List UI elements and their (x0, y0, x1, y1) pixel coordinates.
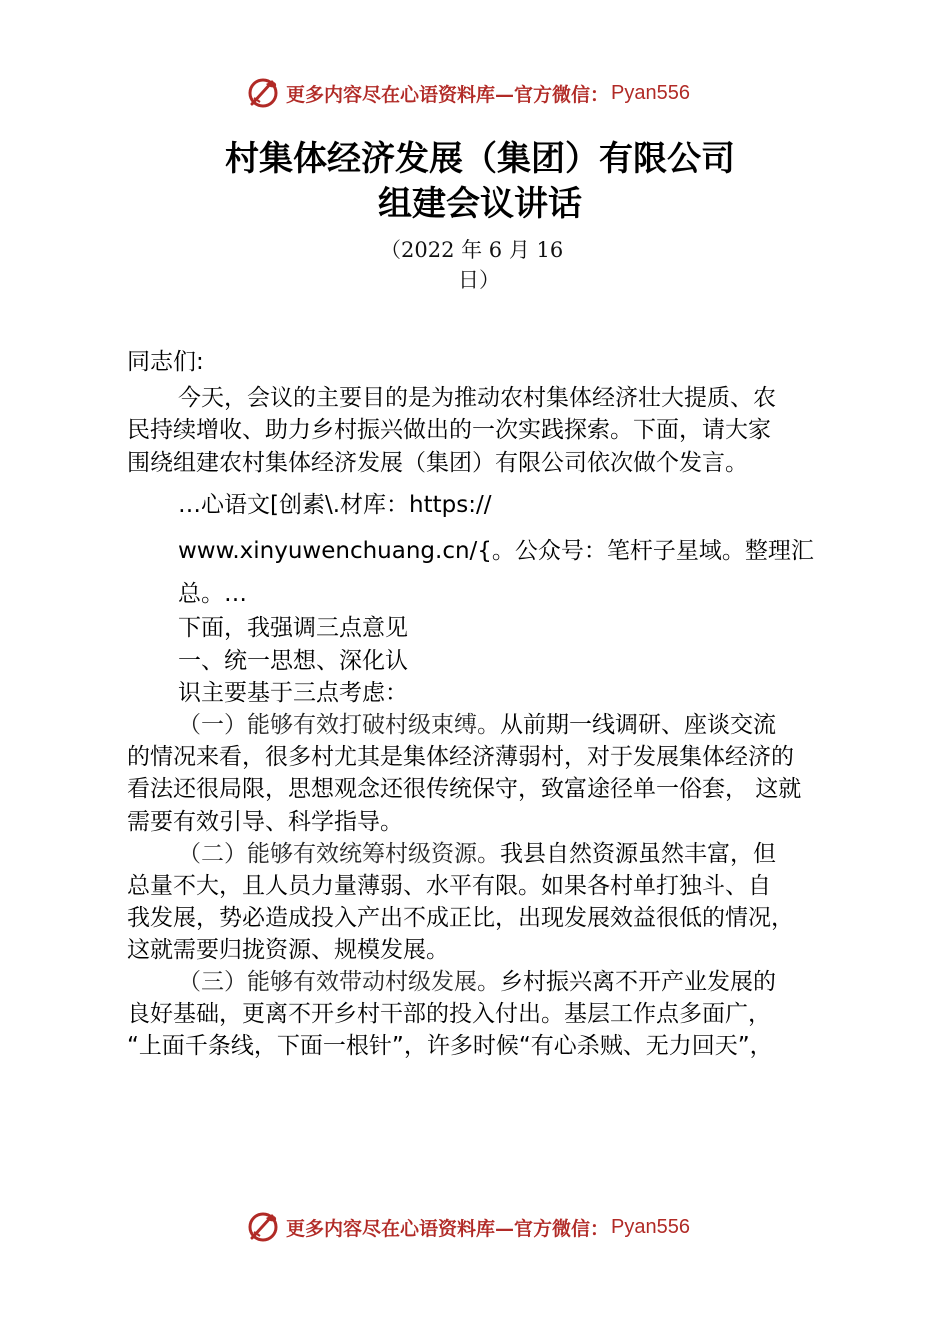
paragraph-line: 需要有效引导、科学指导。 (127, 809, 403, 835)
document-title-line-1: 村集体经济发展（集团）有限公司 (225, 139, 735, 179)
source-note-line: 总。… (178, 581, 247, 607)
quill-seal-icon (246, 76, 280, 110)
paragraph-line: 我发展，势必造成投入产出不成正比，出现发展效益很低的情况， (127, 905, 794, 931)
paragraph-line: 这就需要归拢资源、规模发展。 (127, 937, 449, 963)
point-1-first-line (178, 709, 776, 741)
source-note-line: …心语文[创素\.材库：https:// (178, 492, 492, 518)
point-2-first-line (178, 838, 776, 870)
point-3-first-line (178, 966, 776, 998)
point-2-first: 我县自然资源虽然丰富，但 (500, 841, 776, 867)
banner-wechat-id: Pyan556 (611, 81, 690, 104)
source-note-line: www.xinyuwenchuang.cn/{。公众号：笔杆子星域。整理汇 (178, 538, 814, 564)
point-3-first: 乡村振兴离不开产业发展的 (500, 969, 776, 995)
paragraph-line: 围绕组建农村集体经济发展（集团）有限公司依次做个发言。 (127, 450, 748, 476)
paragraph-line: 总量不大，且人员力量薄弱、水平有限。如果各村单打独斗、自 (127, 873, 771, 899)
point-1-first: 从前期一线调研、座谈交流 (500, 712, 776, 738)
banner-text: 更多内容尽在心语资料库—官方微信： (286, 1217, 610, 1240)
paragraph-line: 今天，会议的主要目的是为推动农村集体经济壮大提质、农 (178, 385, 776, 411)
banner-text: 更多内容尽在心语资料库—官方微信： (286, 83, 610, 106)
quill-seal-icon (246, 1210, 280, 1244)
date-line-1: （2022 年 6 月 16 (380, 238, 564, 262)
document-title-line-2: 组建会议讲话 (378, 184, 582, 224)
point-3-lead: （三）能够有效带动村级发展。 (178, 969, 500, 995)
point-1-lead: （一）能够有效打破村级束缚。 (178, 712, 500, 738)
section-heading-continued: 识主要基于三点考虑： (178, 680, 408, 706)
intro-line: 下面，我强调三点意见 (178, 615, 408, 641)
footer-banner (246, 1207, 746, 1247)
paragraph-line: “上面千条线，下面一根针”，许多时候“有心杀贼、无力回天”， (127, 1033, 773, 1059)
point-2-lead: （二）能够有效统筹村级资源。 (178, 841, 500, 867)
header-banner (246, 73, 746, 113)
paragraph-line: 民持续增收、助力乡村振兴做出的一次实践探索。下面，请大家 (127, 417, 771, 443)
date-line-2: 日） (458, 268, 500, 292)
salutation: 同志们: (127, 349, 204, 375)
paragraph-line: 的情况来看，很多村尤其是集体经济薄弱村，对于发展集体经济的 (127, 744, 794, 770)
section-heading: 一、统一思想、深化认 (178, 648, 408, 674)
paragraph-line: 看法还很局限，思想观念还很传统保守，致富途径单一俗套， 这就 (127, 776, 802, 802)
banner-wechat-id: Pyan556 (611, 1215, 690, 1238)
paragraph-line: 良好基础，更离不开乡村干部的投入付出。基层工作点多面广， (127, 1001, 771, 1027)
